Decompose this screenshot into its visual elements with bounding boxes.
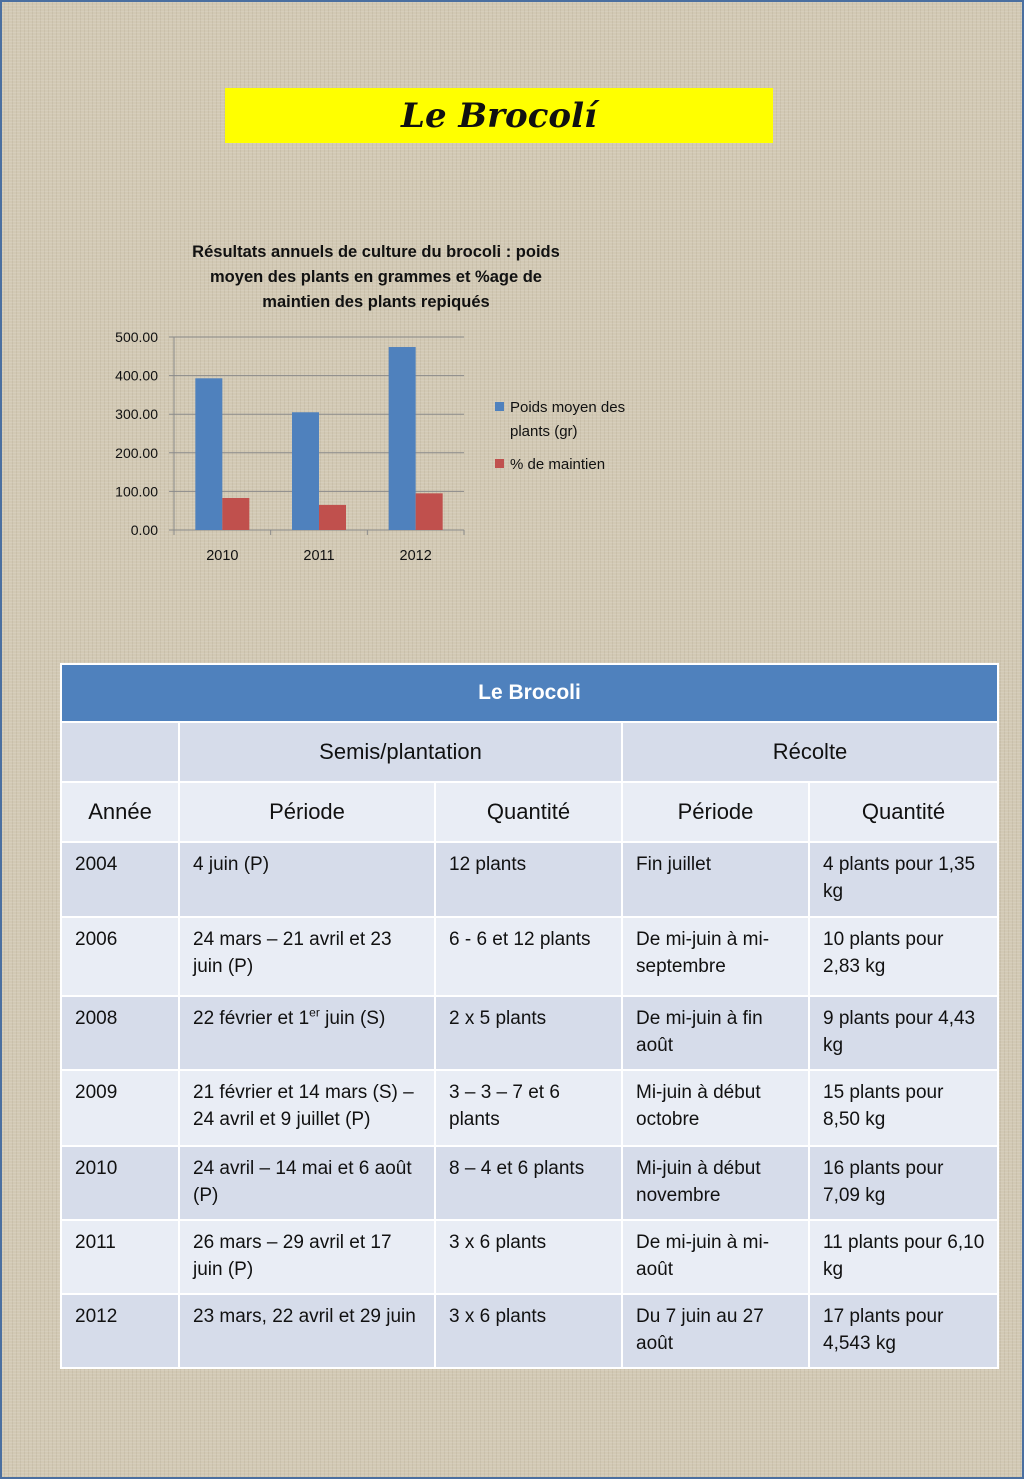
col-header-harvest-period: Période: [622, 782, 809, 842]
cell-harvest-qty: 16 plants pour 7,09 kg: [809, 1146, 998, 1220]
legend-label: plants (gr): [510, 423, 578, 440]
group-header-sowing: Semis/plantation: [179, 722, 622, 782]
cell-harvest-period: De mi-juin à fin août: [622, 996, 809, 1070]
cell-harvest-period: Fin juillet: [622, 842, 809, 917]
chart-title-line: moyen des plants en grammes et %age de: [210, 268, 542, 286]
cell-harvest-qty: 9 plants pour 4,43 kg: [809, 996, 998, 1070]
x-tick-label: 2011: [303, 548, 335, 564]
cell-year: 2011: [61, 1220, 179, 1294]
cell-sow-period: 21 février et 14 mars (S) – 24 avril et 9 juillet (P): [179, 1070, 435, 1146]
cell-sow-qty: 6 - 6 et 12 plants: [435, 917, 622, 996]
cell-harvest-period: Mi-juin à début novembre: [622, 1146, 809, 1220]
cell-year: 2008: [61, 996, 179, 1070]
table-row: [61, 1146, 998, 1220]
cell-sow-period: 24 avril – 14 mai et 6 août (P): [179, 1146, 435, 1220]
cell-harvest-qty: 11 plants pour 6,10 kg: [809, 1220, 998, 1294]
bar-maintien: [222, 498, 249, 530]
y-tick-label: 0.00: [130, 522, 158, 538]
cell-sow-qty: 8 – 4 et 6 plants: [435, 1146, 622, 1220]
cell-year: 2010: [61, 1146, 179, 1220]
legend-swatch: [495, 402, 504, 411]
cell-harvest-qty: 17 plants pour 4,543 kg: [809, 1294, 998, 1368]
cell-sow-qty: 3 x 6 plants: [435, 1220, 622, 1294]
x-tick-label: 2010: [206, 548, 239, 564]
bar-weight: [292, 412, 319, 530]
table-row: [61, 917, 998, 996]
cell-sow-period: 23 mars, 22 avril et 29 juin: [179, 1294, 435, 1368]
y-tick-label: 300.00: [115, 406, 158, 423]
cell-sow-qty: 3 – 3 – 7 et 6 plants: [435, 1070, 622, 1146]
ordinal-suffix: er: [309, 1005, 320, 1020]
bar-maintien: [319, 505, 346, 530]
cell-year: 2004: [61, 842, 179, 917]
x-tick-label: 2012: [399, 548, 432, 564]
bar-maintien: [416, 493, 443, 530]
cell-sow-period: 24 mars – 21 avril et 23 juin (P): [179, 917, 435, 996]
table-row: [61, 842, 998, 917]
y-tick-label: 200.00: [115, 444, 158, 461]
cell-sow-qty: 3 x 6 plants: [435, 1294, 622, 1368]
cell-year: 2009: [61, 1070, 179, 1146]
table-row: [61, 1220, 998, 1294]
group-header-empty: [61, 722, 179, 782]
y-tick-label: 400.00: [115, 367, 158, 384]
chart: [90, 236, 650, 576]
cell-year: 2006: [61, 917, 179, 996]
cell-harvest-qty: 15 plants pour 8,50 kg: [809, 1070, 998, 1146]
sow-period-text: 22 février et 1: [193, 1008, 310, 1029]
cell-harvest-period: Mi-juin à début octobre: [622, 1070, 809, 1146]
y-tick-label: 100.00: [115, 483, 158, 500]
group-header-harvest: Récolte: [622, 722, 998, 782]
page-title: Le Brocolí: [401, 95, 597, 136]
title-banner: [225, 88, 773, 143]
cell-harvest-period: De mi-juin à mi-septembre: [622, 917, 809, 996]
legend-swatch: [495, 459, 504, 468]
legend-label: Poids moyen des: [510, 399, 626, 416]
cell-harvest-qty: 10 plants pour 2,83 kg: [809, 917, 998, 996]
cell-sow-qty: 12 plants: [435, 842, 622, 917]
legend-label: % de maintien: [510, 456, 606, 473]
y-tick-label: 500.00: [115, 329, 158, 345]
chart-title-line: maintien des plants repiqués: [262, 293, 490, 311]
cell-sow-period: 4 juin (P): [179, 842, 435, 917]
bar-weight: [195, 378, 222, 530]
cell-sow-qty: 2 x 5 plants: [435, 996, 622, 1070]
bar-weight: [389, 347, 416, 530]
cell-sow-period: 26 mars – 29 avril et 17 juin (P): [179, 1220, 435, 1294]
col-header-harvest-qty: Quantité: [809, 782, 998, 842]
sow-period-text-end: juin (S): [319, 1008, 386, 1029]
col-header-sow-qty: Quantité: [435, 782, 622, 842]
cell-harvest-period: Du 7 juin au 27 août: [622, 1294, 809, 1368]
chart-title-line: Résultats annuels de culture du brocoli : poids: [192, 243, 560, 261]
table-row: [61, 996, 998, 1070]
chart-svg: [90, 236, 650, 576]
cell-harvest-qty: 4 plants pour 1,35 kg: [809, 842, 998, 917]
cell-year: 2012: [61, 1294, 179, 1368]
cell-harvest-period: De mi-juin à mi-août: [622, 1220, 809, 1294]
col-header-year: Année: [61, 782, 179, 842]
col-header-sow-period: Période: [179, 782, 435, 842]
results-table: [60, 663, 997, 1369]
table-row: [61, 1294, 998, 1368]
cell-sow-period: [179, 996, 435, 1070]
table-row: [61, 1070, 998, 1146]
table-title: Le Brocoli: [61, 664, 998, 722]
